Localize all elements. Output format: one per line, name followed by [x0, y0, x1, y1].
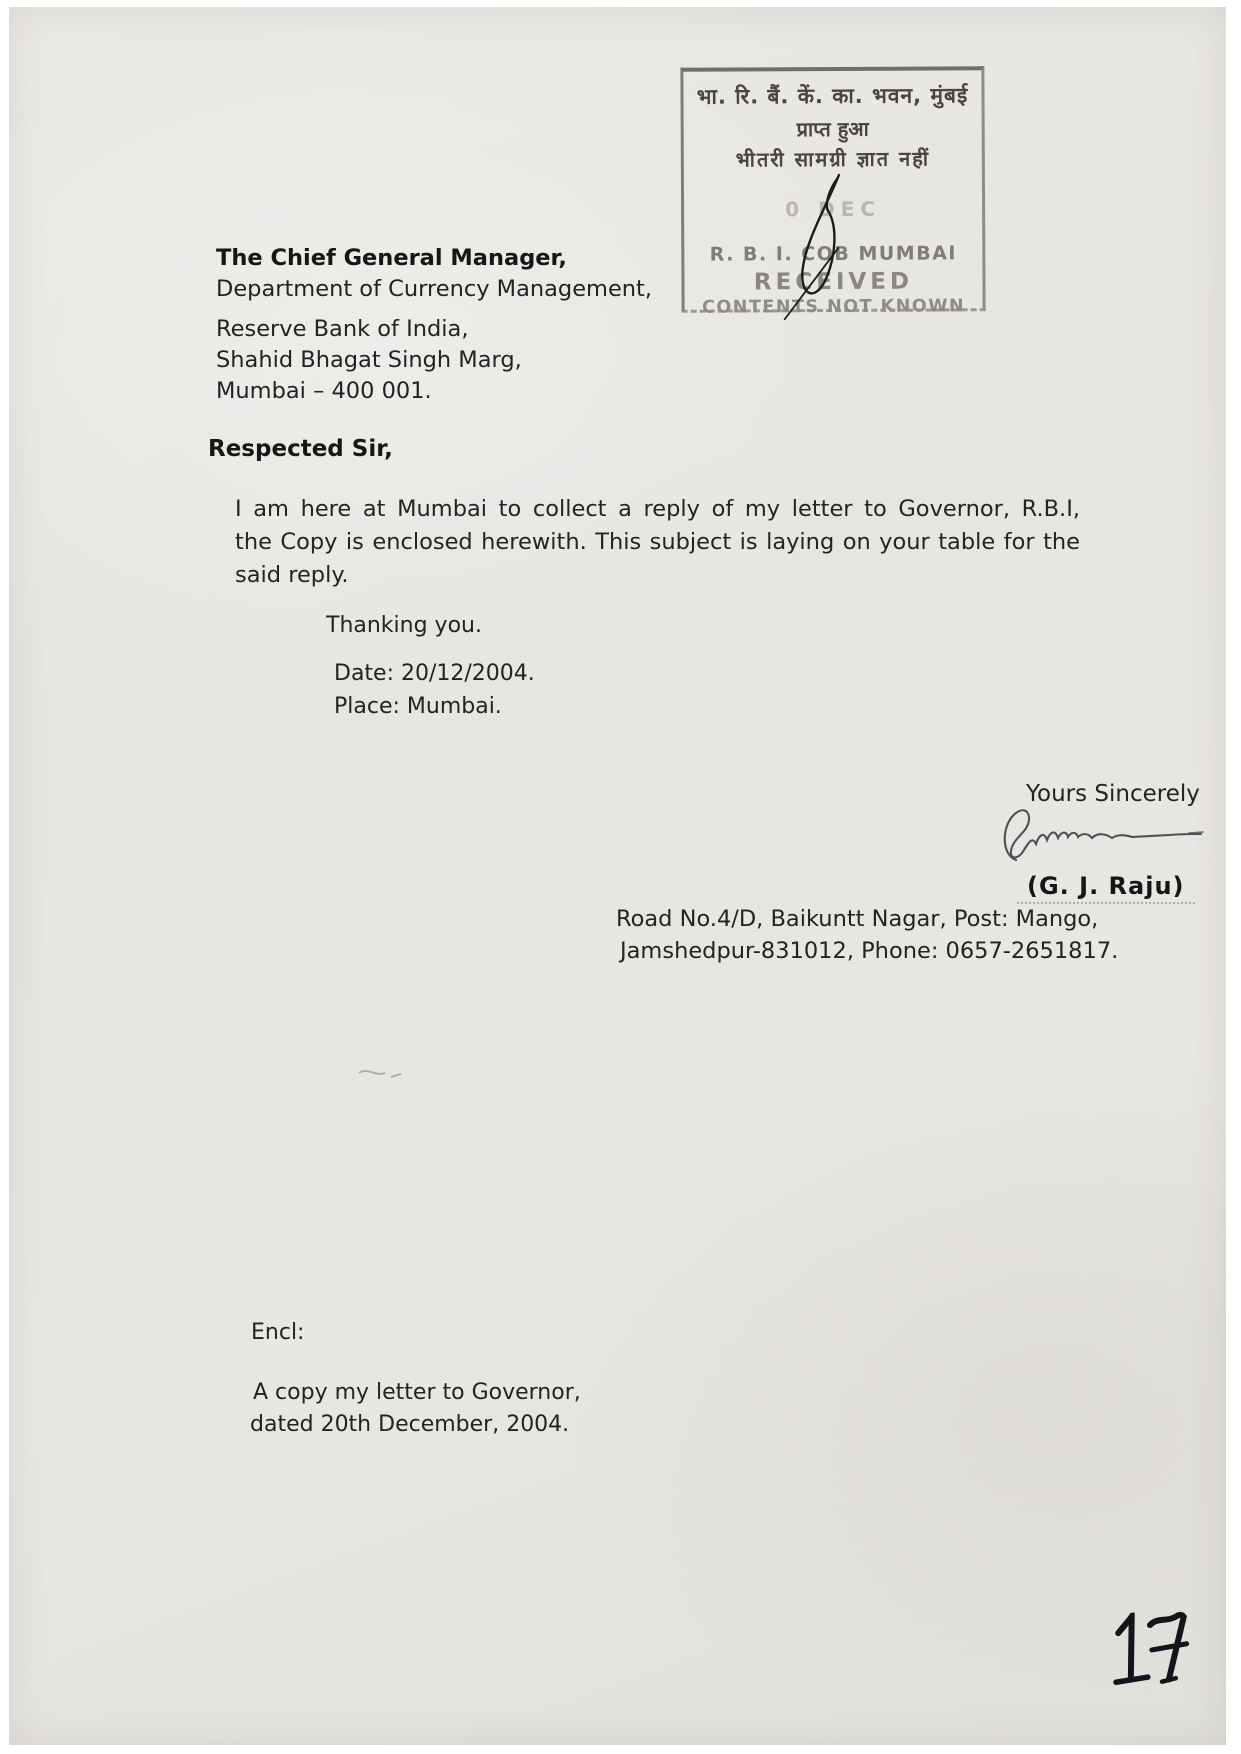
sender-address-line-2: Jamshedpur-831012, Phone: 0657-2651817. [620, 938, 1119, 964]
stamp-hindi-line-3: भीतरी सामग्री ज्ञात नहीं [735, 146, 931, 172]
stamp-date-faint: 0 DEC [785, 196, 882, 222]
pencil-smudge [357, 1065, 417, 1085]
place-line: Place: Mumbai. [334, 694, 502, 719]
signatory-name: (G. J. Raju) [1027, 872, 1185, 900]
signature [999, 806, 1204, 870]
recipient-organization: Reserve Bank of India, [216, 316, 469, 342]
body-line: I am here at Mumbai to collect a reply of my letter to Governor, R.B.I, [235, 496, 1080, 522]
enclosure-line-1: A copy my letter to Governor, [253, 1380, 581, 1405]
stamp-office-line: R. B. I. COB MUMBAI [709, 242, 958, 266]
body-line: said reply. [235, 562, 349, 588]
recipient-address [216, 243, 652, 407]
recipient-department: Department of Currency Management, [216, 276, 653, 302]
letter-body [235, 493, 1080, 592]
closing-line: Yours Sincerely [1026, 781, 1200, 807]
handwritten-tick-icon [779, 171, 875, 326]
salutation: Respected Sir, [208, 436, 393, 462]
recipient-city: Mumbai – 400 001. [216, 378, 432, 404]
letter-page [9, 7, 1226, 1745]
body-line: the Copy is enclosed herewith. This subject is laying on your table for the [235, 529, 1080, 555]
enclosure-label: Encl: [251, 1320, 305, 1345]
received-stamp [680, 66, 985, 318]
enclosure-line-2: dated 20th December, 2004. [250, 1412, 570, 1437]
recipient-name: The Chief General Manager, [216, 245, 567, 271]
thanks-line: Thanking you. [326, 613, 482, 638]
stamp-hindi-line-1: भा. रि. बैं. कें. का. भवन, मुंबई [696, 83, 969, 109]
stamp-hindi-line-2: प्राप्त हुआ [796, 116, 869, 142]
stamp-received-label: RECEIVED [753, 268, 914, 296]
stamp-contents-line: CONTENTS NOT KNOWN [702, 296, 966, 318]
date-line: Date: 20/12/2004. [334, 661, 535, 686]
sender-address-line-1: Road No.4/D, Baikuntt Nagar, Post: Mango, [616, 906, 1099, 932]
recipient-street: Shahid Bhagat Singh Marg, [216, 347, 522, 373]
page-number-handwritten [1104, 1610, 1199, 1697]
